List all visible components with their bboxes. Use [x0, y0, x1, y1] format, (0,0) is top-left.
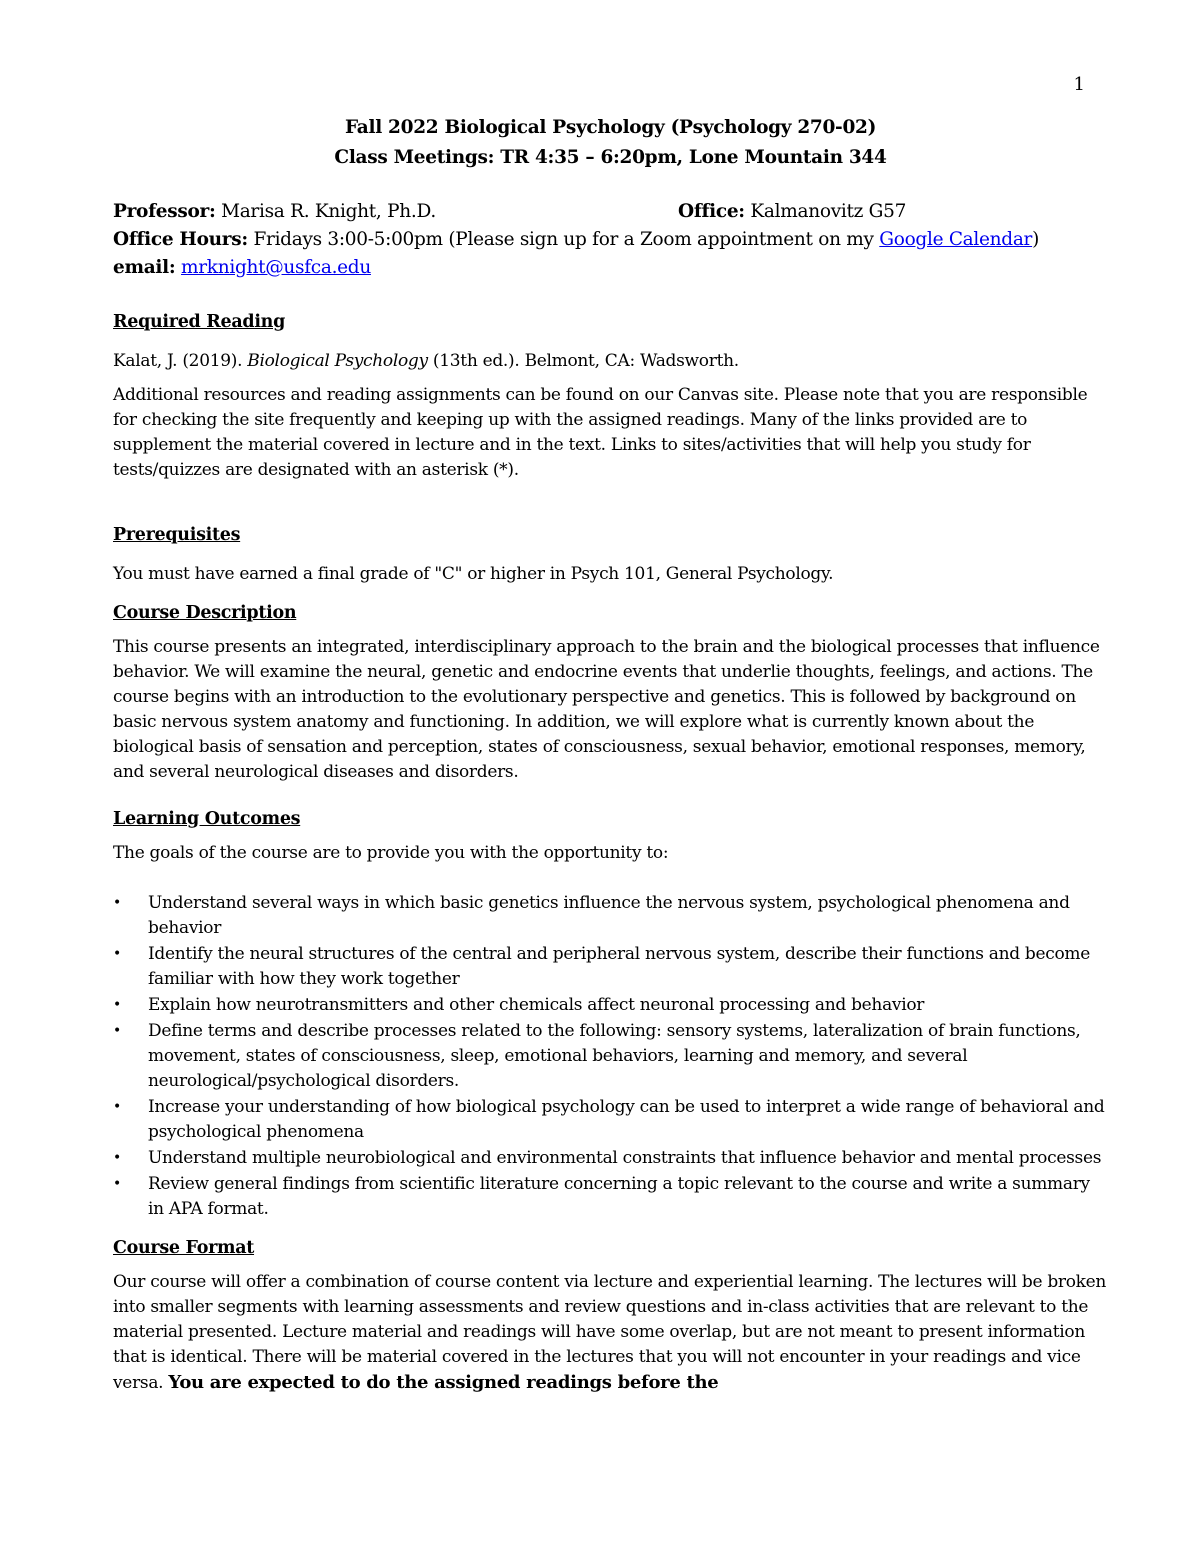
required-reading-heading: Required Reading: [113, 312, 286, 332]
learning-outcomes-intro: The goals of the course are to provide you with the opportunity to:: [113, 843, 669, 863]
office-label: Office:: [678, 201, 745, 222]
bullet-icon: •: [113, 1023, 121, 1039]
prerequisites-text: You must have earned a final grade of "C" or higher in Psych 101, General Psychology.: [113, 564, 834, 584]
list-item: • Increase your understanding of how biological psychology can be used to interpret a wide range of behavioral and psychological phenomena: [113, 1097, 1105, 1142]
office-location: Kalmanovitz G57: [744, 201, 907, 222]
office-hours-label: Office Hours:: [113, 229, 248, 250]
page-number: 1: [1073, 74, 1085, 95]
course-format-emphasis: You are expected to do the assigned readings before the: [168, 1372, 719, 1393]
email-label: email:: [113, 257, 176, 278]
bullet-icon: •: [113, 1176, 121, 1192]
syllabus-content: [113, 113, 1108, 1396]
citation-title: Biological Psychology: [247, 351, 428, 371]
bullet-icon: •: [113, 946, 121, 962]
list-item: • Review general findings from scientific literature concerning a topic relevant to the course and write a summary in APA format.: [113, 1174, 1090, 1219]
class-meetings: Class Meetings: TR 4:35 – 6:20pm, Lone Mountain 344: [334, 147, 887, 168]
citation-rest: (13th ed.). Belmont, CA: Wadsworth.: [427, 351, 739, 371]
list-item: • Define terms and describe processes related to the following: sensory systems, lateralization of brain functions, movement, states of consciousness, sleep, emotional behaviors, learning and memory, and several neurological/psychological disorders.: [113, 1021, 1081, 1091]
list-item: • Understand multiple neurobiological and environmental constraints that influence behavior and mental processes: [113, 1146, 1108, 1171]
syllabus-header: [113, 113, 1108, 173]
list-item: • Identify the neural structures of the central and peripheral nervous system, describe their functions and become familiar with how they work together: [113, 944, 1091, 989]
bullet-icon: •: [113, 1150, 121, 1166]
course-format-text: Our course will offer a combination of course content via lecture and experiential learning. The lectures will be broken into smaller segments with learning assessments and review questions and in-class activities that are relevant to the material presented. Lecture material and readings will have some overlap, but are not meant to present information that is identical. There will be material covered in the lectures that you will not encounter in your readings and vice versa. You are expected to do the assigned readings before the: [113, 1272, 1107, 1393]
email-link[interactable]: mrknight@usfca.edu: [181, 257, 371, 278]
required-reading-paragraph: Additional resources and reading assignments can be found on our Canvas site. Please note that you are responsible for checking the site frequently and keeping up with the assigned readings. Many of the links provided are to supplement the material covered in lecture and in the text. Links to sites/activities that will help you study for tests/quizzes are designated with an asterisk (*).: [113, 385, 1088, 480]
bullet-icon: •: [113, 895, 121, 911]
list-item: • Explain how neurotransmitters and other chemicals affect neuronal processing and behavior: [113, 993, 1108, 1018]
instructor-info: [113, 198, 1108, 282]
course-title: Fall 2022 Biological Psychology (Psychology 270-02): [344, 117, 877, 138]
bullet-icon: •: [113, 997, 121, 1013]
office-hours-row: [113, 226, 1108, 254]
citation-author: Kalat, J. (2019).: [113, 351, 248, 371]
course-description-heading: Course Description: [113, 603, 297, 623]
professor-name: Marisa R. Knight, Ph.D.: [215, 201, 436, 222]
prerequisites-heading: Prerequisites: [113, 525, 241, 545]
bullet-icon: •: [113, 1099, 121, 1115]
professor-label: Professor:: [113, 201, 216, 222]
office-hours-close: ): [1032, 229, 1040, 250]
office-hours-text: Fridays 3:00-5:00pm (Please sign up for a Zoom appointment on my: [247, 229, 880, 250]
office-info: [678, 198, 906, 226]
learning-outcomes-heading: Learning Outcomes: [113, 809, 301, 829]
course-format-heading: Course Format: [113, 1238, 255, 1258]
list-item: • Understand several ways in which basic genetics influence the nervous system, psychological phenomena and behavior: [113, 893, 1070, 938]
learning-outcomes-list: [113, 891, 1108, 1222]
professor-row: [113, 198, 1108, 226]
textbook-citation: [113, 349, 1108, 374]
email-row: [113, 254, 1108, 282]
course-description-text: This course presents an integrated, interdisciplinary approach to the brain and the biological processes that influence behavior. We will examine the neural, genetic and endocrine events that underlie thoughts, feelings, and actions. The course begins with an introduction to the evolutionary perspective and genetics. This is followed by background on basic nervous system anatomy and functioning. In addition, we will explore what is currently known about the biological basis of sensation and perception, states of consciousness, sexual behavior, emotional responses, memory, and several neurological diseases and disorders.: [113, 637, 1100, 782]
google-calendar-link[interactable]: Google Calendar: [879, 229, 1033, 250]
